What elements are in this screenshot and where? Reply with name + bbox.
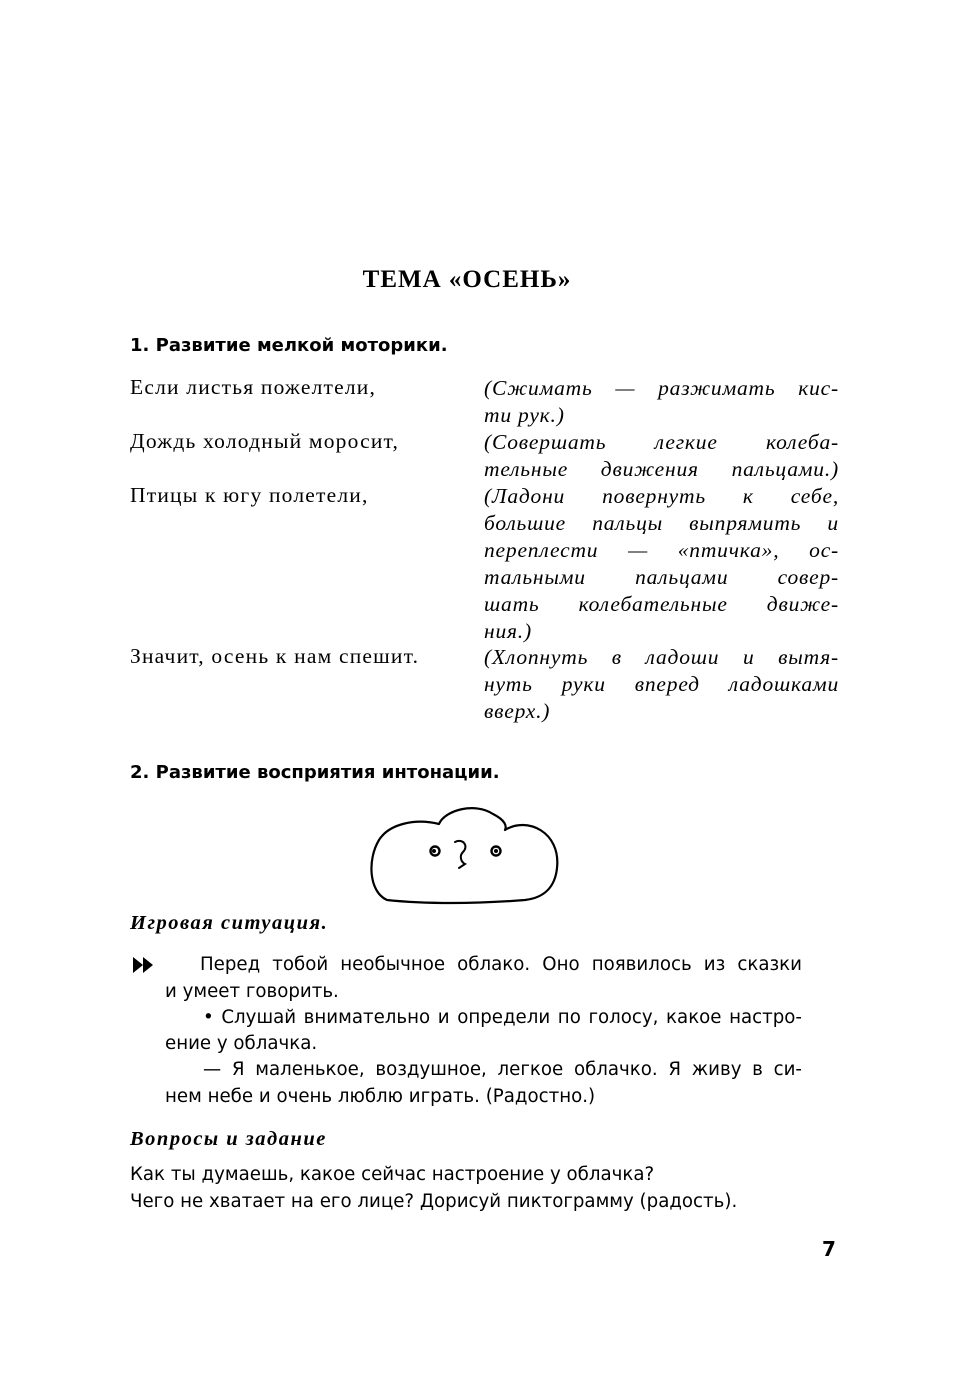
instruction-3-line-6: ния.): [484, 619, 532, 643]
question-line-2: Чего не хватает на его лице? Дорисуй пиктограмму (радость).: [130, 1191, 738, 1212]
verse-line-3: Птицы к югу полетели,: [130, 483, 369, 507]
double-arrow-icon: [132, 955, 156, 975]
page-number: 7: [822, 1237, 836, 1261]
instruction-3-line-5: шать колебательные движе-: [484, 592, 839, 616]
game-situation-heading: Игровая ситуация.: [130, 912, 329, 934]
verse-line-2: Дождь холодный моросит,: [130, 429, 400, 453]
section-2-heading: 2. Развитие восприятия интонации.: [130, 762, 500, 783]
instruction-3: [484, 483, 839, 645]
instruction-2-line-1: (Совершать легкие колеба-: [484, 430, 839, 454]
instruction-1-line-1: (Сжимать — разжимать кис-: [484, 376, 839, 400]
section-1-heading: 1. Развитие мелкой моторики.: [130, 335, 448, 356]
instruction-3-line-1: (Ладони повернуть к себе,: [484, 484, 839, 508]
instruction-3-line-3: переплести — «птичка», ос-: [484, 538, 839, 562]
game-text-line-4: ение у облачка.: [165, 1033, 318, 1054]
game-text-line-6: нем небе и очень люблю играть. (Радостно.): [165, 1086, 596, 1107]
question-line-1: Как ты думаешь, какое сейчас настроение у облачка?: [130, 1164, 655, 1185]
instruction-3-line-4: тальными пальцами совер-: [484, 565, 839, 589]
verse-line-1: Если листья пожелтели,: [130, 375, 377, 399]
instruction-1: [484, 375, 839, 429]
instruction-4-line-1: (Хлопнуть в ладоши и вытя-: [484, 645, 839, 669]
instruction-3-line-2: большие пальцы выпрямить и: [484, 511, 839, 535]
questions-heading: Вопросы и задание: [130, 1128, 327, 1150]
verse-line-4: Значит, осень к нам спешит.: [130, 644, 420, 668]
game-text-line-5: — Я маленькое, воздушное, легкое облачко. Я живу в си-: [203, 1059, 802, 1080]
cloud-pictogram-icon: [365, 800, 565, 905]
page-title: ТЕМА «ОСЕНЬ»: [362, 266, 572, 293]
instruction-4: [484, 644, 839, 725]
instruction-1-line-2: ти рук.): [484, 403, 565, 427]
instruction-4-line-2: нуть руки вперед ладошками: [484, 672, 839, 696]
instruction-4-line-3: вверх.): [484, 699, 551, 723]
game-text-line-3: • Слушай внимательно и определи по голосу, какое настро-: [203, 1007, 802, 1028]
instruction-2-line-2: тельные движения пальцами.): [484, 457, 839, 481]
game-text-line-1: Перед тобой необычное облако. Оно появилось из сказки: [200, 954, 802, 975]
instruction-2: [484, 429, 839, 483]
game-text-line-2: и умеет говорить.: [165, 981, 339, 1002]
